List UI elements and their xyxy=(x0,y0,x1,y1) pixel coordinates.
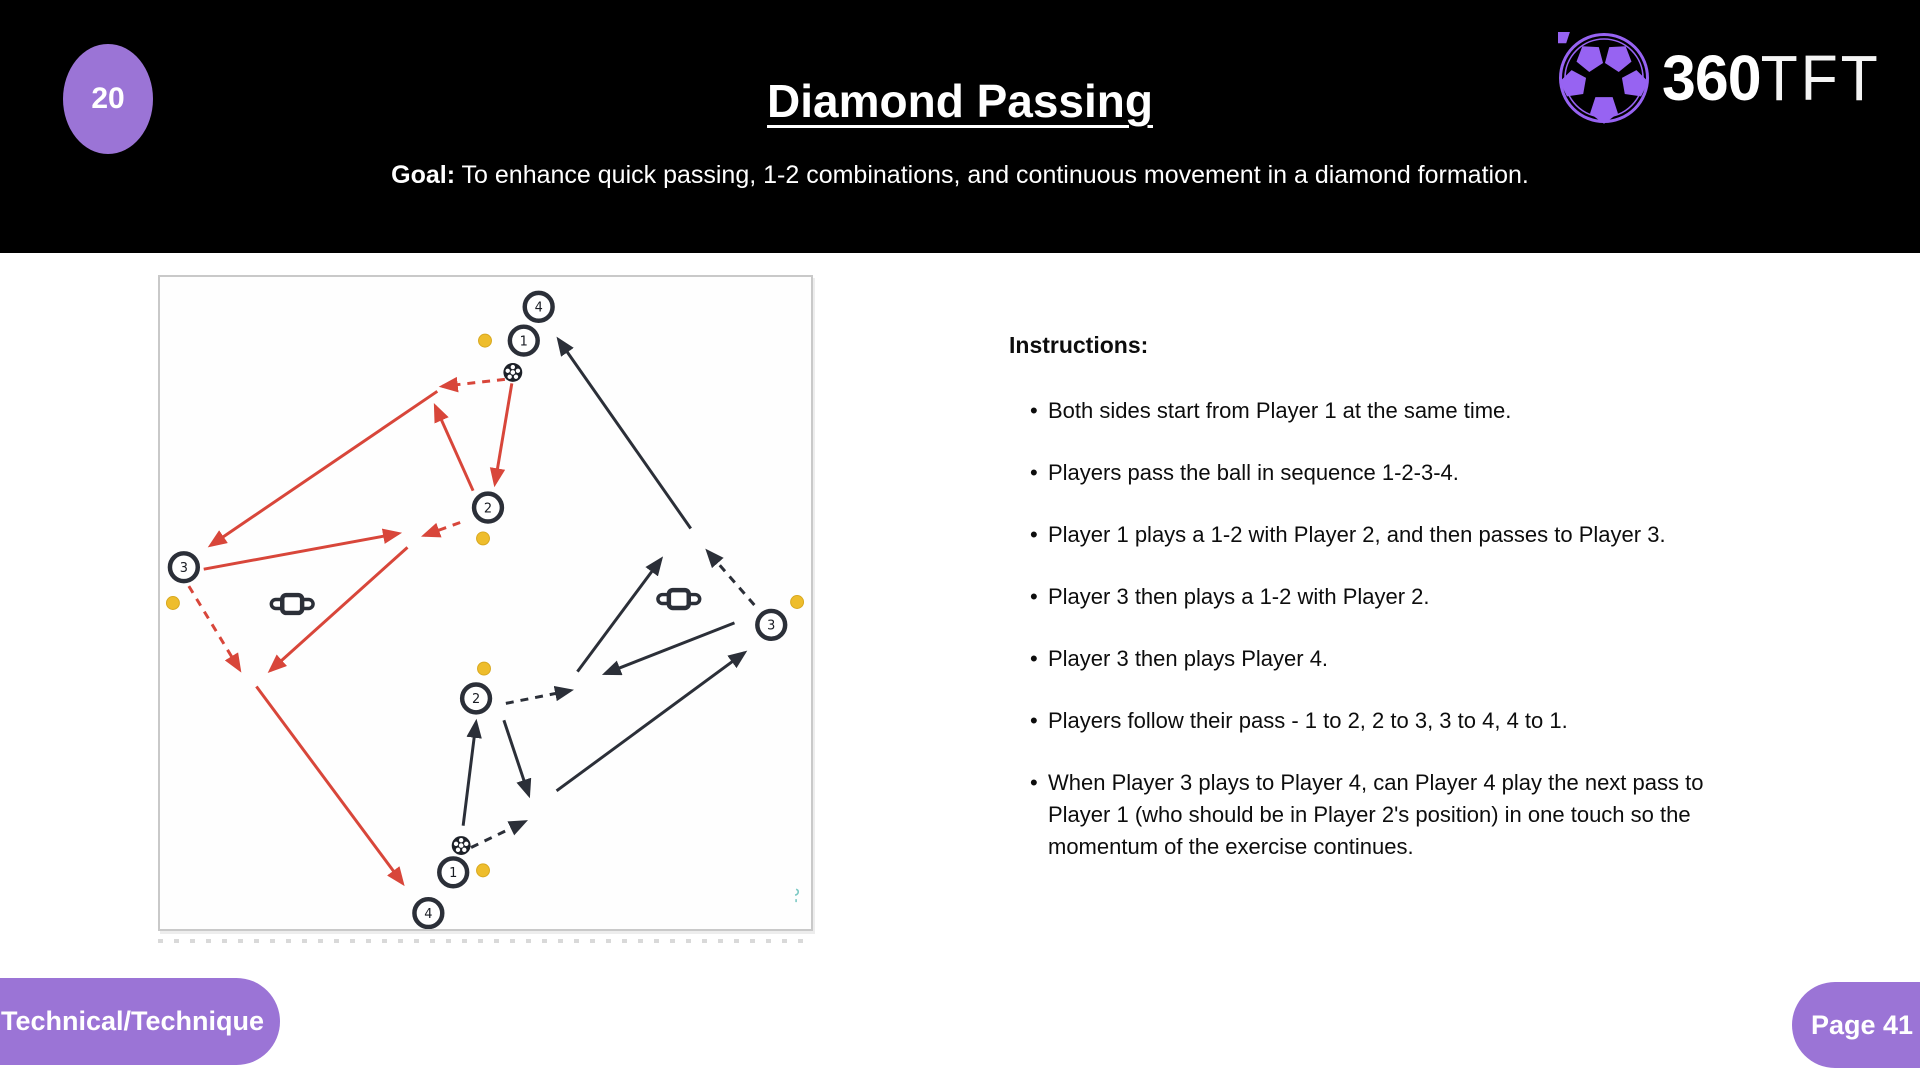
instruction-item: • When Player 3 plays to Player 4, can Player 4 play the next pass to Player 1 (who should be in Player 2's position) in one touch so the momentum of the exercise continues. xyxy=(1009,767,1724,863)
player-4 xyxy=(414,899,442,927)
brand-logo xyxy=(1558,30,1892,126)
red-dashed-arrow xyxy=(189,586,240,669)
player-3 xyxy=(170,553,198,581)
instruction-item: • Player 3 then plays Player 4. xyxy=(1009,643,1724,675)
svg-text:2: 2 xyxy=(471,692,481,708)
dark-solid-arrow xyxy=(463,722,476,825)
red-dashed-arrow xyxy=(424,522,460,535)
dark-solid-arrow xyxy=(605,623,734,674)
svg-text:1: 1 xyxy=(449,866,458,882)
cone-marker xyxy=(478,662,491,675)
svg-text:3: 3 xyxy=(179,560,188,576)
drill-diagram xyxy=(158,275,813,931)
cone-marker xyxy=(791,596,804,609)
goal-label: Goal: xyxy=(391,161,456,189)
brand-tft: TFT xyxy=(1760,42,1881,114)
dark-solid-arrow xyxy=(557,653,745,791)
instructions-heading: Instructions: xyxy=(1009,332,1149,358)
player-3 xyxy=(757,611,785,639)
svg-text:4: 4 xyxy=(534,300,543,316)
red-solid-arrow xyxy=(204,533,399,569)
dark-dashed-arrow xyxy=(708,551,755,605)
red-solid-arrow xyxy=(495,383,512,483)
dark-dashed-arrow xyxy=(506,690,571,703)
dark-solid-arrow xyxy=(577,559,660,671)
instructions-list xyxy=(1009,395,1724,863)
goal-text: To enhance quick passing, 1-2 combinations, and continuous movement in a diamond formation. xyxy=(455,161,1529,189)
red-solid-arrow xyxy=(435,406,473,490)
svg-text:1: 1 xyxy=(519,334,528,350)
page-number-label: Page 41 xyxy=(1810,1009,1914,1040)
category-pill xyxy=(0,978,280,1065)
instruction-item: • Players pass the ball in sequence 1-2-3-4. xyxy=(1009,457,1724,489)
perforation-edge xyxy=(158,939,813,943)
player-2 xyxy=(462,684,490,712)
category-label: Technical/Technique xyxy=(0,1006,265,1036)
instructions-panel xyxy=(1009,332,1724,893)
instruction-item: • Player 1 plays a 1-2 with Player 2, and then passes to Player 3. xyxy=(1009,519,1724,551)
pitch-svg xyxy=(160,277,811,929)
page-title: Diamond Passing xyxy=(767,75,1153,127)
drill-number: 20 xyxy=(91,82,125,115)
instruction-item: • Players follow their pass - 1 to 2, 2 to 3, 3 to 4, 4 to 1. xyxy=(1009,705,1724,737)
brand-wordmark xyxy=(1662,42,1881,114)
red-dashed-arrow xyxy=(442,379,505,386)
player-2 xyxy=(474,494,502,522)
svg-text:2: 2 xyxy=(483,501,493,517)
mini-goal-icon xyxy=(658,590,700,608)
soccer-ball-marker xyxy=(452,836,471,855)
dark-solid-arrow xyxy=(504,720,529,795)
player-1 xyxy=(439,858,467,886)
soccer-ball-marker xyxy=(503,363,522,382)
svg-text:3: 3 xyxy=(767,618,776,634)
cone-marker xyxy=(166,597,179,610)
red-solid-arrow xyxy=(256,686,402,883)
header-bar xyxy=(0,0,1920,253)
soccer-ball-icon xyxy=(1558,32,1650,124)
svg-text:4: 4 xyxy=(424,906,433,922)
dark-dashed-arrow xyxy=(471,822,525,848)
page-number-pill xyxy=(1792,982,1920,1068)
brand-360: 360 xyxy=(1662,42,1761,114)
red-solid-arrow xyxy=(211,391,438,545)
cone-marker xyxy=(479,334,492,347)
cone-marker xyxy=(477,532,490,545)
pen-mark xyxy=(795,889,798,902)
player-1 xyxy=(510,327,538,355)
goal-line xyxy=(0,160,1920,190)
instruction-item: • Player 3 then plays a 1-2 with Player 2. xyxy=(1009,581,1724,613)
instruction-item: • Both sides start from Player 1 at the same time. xyxy=(1009,395,1724,427)
mini-goal-icon xyxy=(271,595,313,613)
cone-marker xyxy=(477,864,490,877)
player-4 xyxy=(525,293,553,321)
dark-solid-arrow xyxy=(559,340,691,529)
